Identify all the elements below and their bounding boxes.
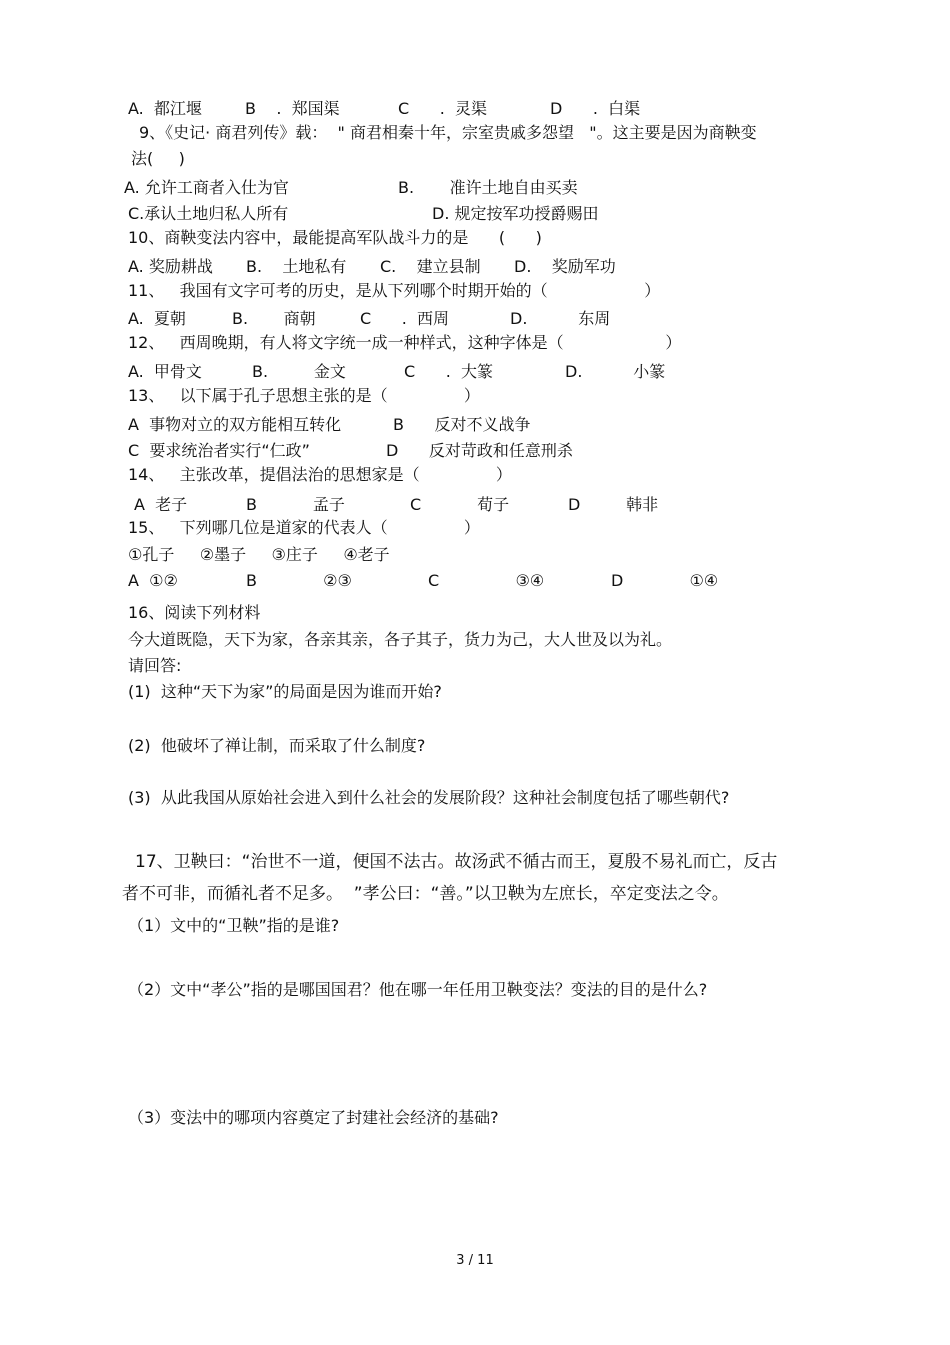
q14-stem: 14、 主张改革，提倡法治的思想家是（ ）	[128, 465, 512, 484]
q9-stem-line2: 法( )	[131, 149, 185, 168]
q8-option-b: B . 郑国渠	[245, 99, 340, 118]
q9-option-a: A. 允许工商者入仕为官	[124, 178, 289, 197]
q10-option-b: B. 土地私有	[246, 257, 347, 276]
q10-option-a: A. 奖励耕战	[128, 257, 213, 276]
q14-option-c: C 荀子	[410, 495, 510, 514]
q8-option-d: D . 白渠	[550, 99, 641, 118]
q11-option-c: C . 西周	[360, 309, 449, 328]
q8-option-c: C . 灵渠	[398, 99, 487, 118]
q15-option-d: D ①④	[611, 571, 719, 590]
q11-option-d: D. 东周	[510, 309, 611, 328]
q9-stem-line1: 9、《史记· 商君列传》载： " 商君相秦十年，宗室贵戚多怨望 "。这主要是因为商鞅变	[139, 123, 757, 142]
page-number: 3 / 11	[456, 1253, 494, 1268]
q12-option-d: D. 小篆	[565, 362, 666, 381]
q10-option-c: C. 建立县制	[380, 257, 481, 276]
q14-option-b: B 孟子	[246, 495, 345, 514]
q14-option-d: D 韩非	[568, 495, 659, 514]
q13-option-b: B 反对不义战争	[393, 415, 531, 434]
q16-subquestion-1: (1) 这种“天下为家”的局面是因为谁而开始?	[128, 682, 442, 701]
q14-option-a: A 老子	[134, 495, 188, 514]
q17-subquestion-2: （2）文中“孝公”指的是哪国国君？他在哪一年任用卫鞅变法？变法的目的是什么?	[128, 980, 708, 999]
q9-option-b: B. 准许土地自由买卖	[398, 178, 578, 197]
q13-option-d: D 反对苛政和任意刑杀	[386, 441, 573, 460]
q16-prompt: 请回答:	[128, 656, 182, 675]
q15-stem: 15、 下列哪几位是道家的代表人（ ）	[128, 518, 480, 537]
q16-subquestion-3: (3) 从此我国从原始社会进入到什么社会的发展阶段？这种社会制度包括了哪些朝代?	[128, 788, 730, 807]
q12-option-a: A. 甲骨文	[128, 362, 202, 381]
q12-option-c: C . 大篆	[404, 362, 493, 381]
q13-option-a: A 事物对立的双方能相互转化	[128, 415, 342, 434]
q8-option-a: A. 都江堰	[128, 99, 202, 118]
q16-title: 16、阅读下列材料	[128, 603, 261, 622]
q10-option-d: D. 奖励军功	[514, 257, 616, 276]
q17-subquestion-1: （1）文中的“卫鞅”指的是谁?	[128, 916, 340, 935]
q11-option-a: A. 夏朝	[128, 309, 186, 328]
q17-quote-line1: 17、卫鞅曰：“治世不一道，便国不法古。故汤武不循古而王，夏殷不易礼而亡，反古	[135, 852, 778, 872]
q9-option-d: D. 规定按军功授爵赐田	[432, 204, 599, 223]
q11-option-b: B. 商朝	[232, 309, 316, 328]
q9-option-c: C.承认土地归私人所有	[128, 204, 289, 223]
q12-stem: 12、 西周晚期，有人将文字统一成一种样式，这种字体是（ ）	[128, 333, 682, 352]
q15-option-c: C ③④	[428, 571, 545, 590]
q15-option-b: B ②③	[246, 571, 352, 590]
q15-items: ①孔子 ②墨子 ③庄子 ④老子	[128, 545, 390, 564]
q17-subquestion-3: （3）变法中的哪项内容奠定了封建社会经济的基础?	[128, 1108, 499, 1127]
q17-quote-line2: 者不可非，而循礼者不足多。 ”孝公曰：“善。”以卫鞅为左庶长，卒定变法之令。	[122, 884, 729, 904]
q16-subquestion-2: (2) 他破坏了禅让制，而采取了什么制度?	[128, 736, 426, 755]
q15-option-a: A ①②	[128, 571, 178, 590]
q11-stem: 11、 我国有文字可考的历史，是从下列哪个时期开始的（ ）	[128, 281, 661, 300]
q10-stem: 10、商鞅变法内容中，最能提高军队战斗力的是 ( )	[128, 228, 542, 247]
q13-option-c: C 要求统治者实行“仁政”	[128, 441, 310, 460]
q16-material: 今大道既隐，天下为家，各亲其亲，各子其子，货力为己，大人世及以为礼。	[128, 630, 673, 649]
q12-option-b: B. 金文	[252, 362, 346, 381]
q13-stem: 13、 以下属于孔子思想主张的是（ ）	[128, 386, 480, 405]
